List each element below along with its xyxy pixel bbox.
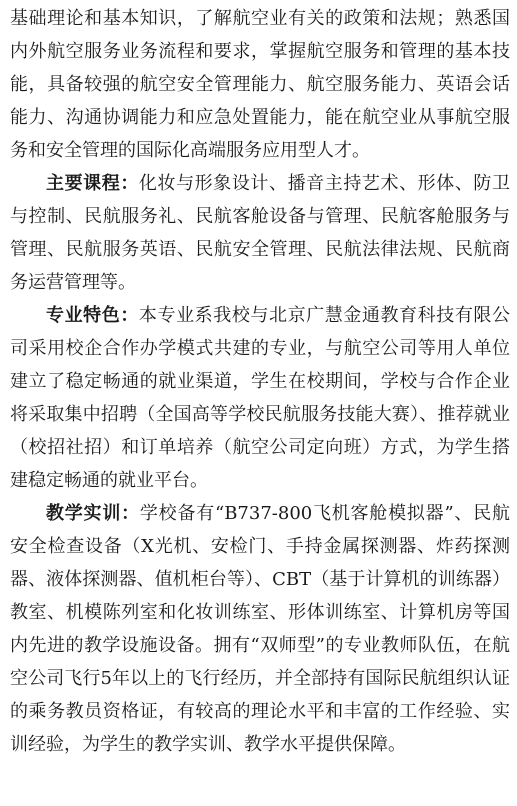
features-text: 本专业系我校与北京广慧金通教育科技有限公司采用校企合作办学模式共建的专业，与航空公司等用人单位建立了稳定畅通的就业渠道，学生在校期间，学校与合作企业将采取集中招聘（全国高等学校民航服务技能大赛）、推荐就业（校招社招）和订单培养（航空公司定向班）方式，为学生搭建稳定畅通的就业平台。 (10, 305, 511, 491)
courses-text: 化妆与形象设计、播音主持艺术、形体、防卫与控制、民航服务礼、民航客舱设备与管理、民航客舱服务与管理、民航服务英语、民航安全管理、民航法律法规、民航商务运营管理等。 (10, 173, 511, 293)
features-heading: 专业特色： (46, 305, 139, 326)
intro-paragraph (10, 2, 510, 167)
training-text: 学校备有“B737-800飞机客舱模拟器”、民航安全检查设备（X光机、安检门、手持金属探测器、炸药探测器、液体探测器、值机柜台等）、CBT（基于计算机的训练器）教室、机模陈列室和化妆训练室、形体训练室、计算机房等国内先进的教学设施设备。拥有“双师型”的专业教师队伍，在航空公司飞行5年以上的飞行经历，并全部持有国际民航组织认证的乘务教员资格证，有较高的理论水平和丰富的工作经验、实训经验，为学生的教学实训、教学水平提供保障。 (10, 503, 510, 755)
intro-text: 基础理论和基本知识，了解航空业有关的政策和法规；熟悉国内外航空服务业务流程和要求，掌握航空服务和管理的基本技能，具备较强的航空安全管理能力、航空服务能力、英语会话能力、沟通协调能力和应急处置能力，能在航空业从事航空服务和安全管理的国际化高端服务应用型人才。 (10, 8, 510, 161)
document-page (10, 2, 510, 761)
features-paragraph (10, 299, 510, 497)
courses-paragraph (10, 167, 510, 299)
courses-heading: 主要课程： (46, 173, 139, 194)
training-paragraph (10, 497, 510, 761)
training-heading: 教学实训： (46, 503, 140, 524)
